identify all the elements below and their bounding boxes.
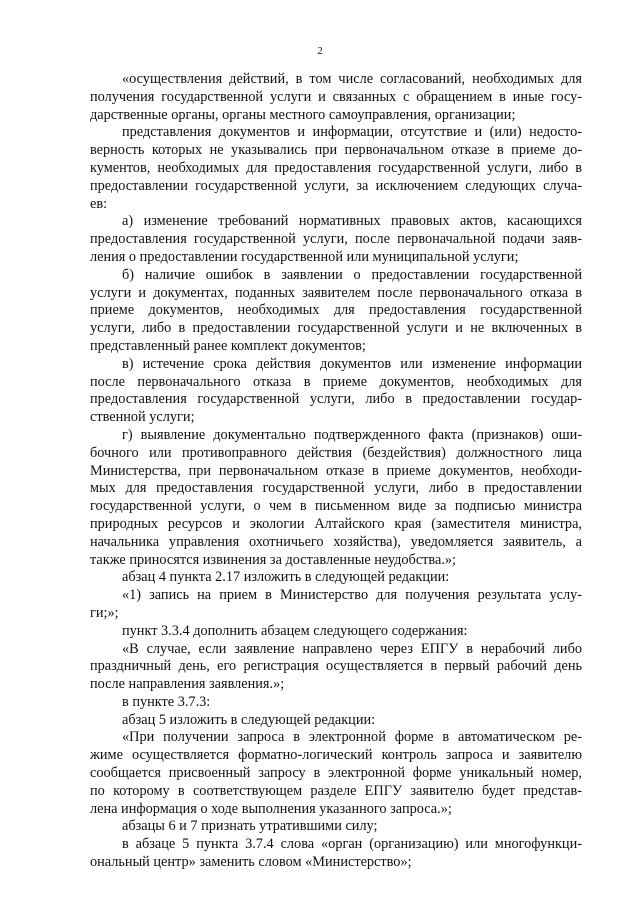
text-line: после направления заявления.»; [90,676,285,693]
text-line: абзац 4 пункта 2.17 изложить в следующей редакции: [122,569,450,586]
text-line: приеме документов, необходимых для предоставления государственной [90,302,582,319]
text-line: в пункте 3.7.3: [122,693,211,710]
text-line: пункт 3.3.4 дополнить абзацем следующего содержания: [122,622,468,639]
text-line: природных ресурсов и экологии Алтайского края (заместителя министра, [90,515,582,532]
text-line: «В случае, если заявление направлено через ЕПГУ в нерабочий либо [122,640,582,657]
text-line: сообщается присвоенный запросу в электронной форме уникальный номер, [90,765,582,782]
text-line: абзацы 6 и 7 признать утратившими силу; [122,818,378,835]
text-line: услуги, либо в предоставлении государственной услуги и не включенных в [90,320,582,337]
text-line: также приносятся извинения за доставленные неудобства.»; [90,551,457,568]
text-line: после первоначального отказа в приеме документов, необходимых для [90,373,582,390]
text-line: Министерства, при первоначальном отказе в приеме документов, необходи- [90,462,582,479]
text-line: кументов, необходимых для предоставления государственной услуги, либо в [90,159,582,176]
text-line: лена информация о ходе выполнения указанного запроса.»; [90,800,452,817]
text-line: предоставления государственной услуги, либо в предоставлении государ- [90,391,582,408]
text-line: представленный ранее комплект документов; [90,337,366,354]
text-line: ги;»; [90,604,119,621]
text-line: дарственные органы, органы местного самоуправления, организации; [90,106,516,123]
text-line: по которому в соответствующем разделе ЕПГУ заявителю будет представ- [90,782,582,799]
text-line: ления о предоставлении государственной или муниципальной услуги; [90,248,519,265]
text-line: г) выявление документально подтвержденного факта (признаков) оши- [122,426,582,443]
text-line: в) истечение срока действия документов или изменение информации [122,355,582,372]
document-body [90,71,582,872]
text-line: ственной услуги; [90,409,195,426]
text-line: а) изменение требований нормативных правовых актов, касающихся [122,213,582,230]
text-line: бочного или противоправного действия (бездействия) должностного лица [90,444,582,461]
text-line: получения государственной услуги и связанных с обращением в иные госу- [90,88,582,105]
text-line: предоставлении государственной услуги, за исключением следующих случа- [90,177,582,194]
text-line: праздничный день, его регистрация осуществляется в первый рабочий день [90,658,582,675]
text-line: ев: [90,195,108,212]
text-line: предоставления государственной услуги, после первоначальной подачи заяв- [90,231,582,248]
text-line: «осуществления действий, в том числе согласований, необходимых для [122,71,582,87]
text-line: абзац 5 изложить в следующей редакции: [122,711,376,728]
text-line: услуги и документах, поданных заявителем после первоначального отказа в [90,284,582,301]
text-line: верность которых не указывались при первоначальном отказе в приеме до- [90,142,582,159]
text-line: «1) запись на прием в Министерство для получения результата услу- [122,587,582,604]
page-number: 2 [317,45,323,57]
text-line: б) наличие ошибок в заявлении о предоставлении государственной [122,266,582,283]
text-line: в абзаце 5 пункта 3.7.4 слова «орган (организацию) или многофункци- [122,836,582,853]
text-line: государственной услуги, о чем в письменном виде за подписью министра [90,498,582,515]
text-line: ональный центр» заменить словом «Министерство»; [90,854,412,871]
text-line: представления документов и информации, отсутствие и (или) недосто- [122,124,582,141]
text-line: «При получении запроса в электронной форме в автоматическом ре- [122,729,582,746]
text-line: жиме осуществляется форматно-логический контроль запроса и заявителю [90,747,582,764]
text-line: мых для предоставления государственной услуги, либо в предоставлении [90,480,582,497]
text-line: начальника управления охотничьего хозяйства), уведомляется заявитель, а [90,533,582,550]
